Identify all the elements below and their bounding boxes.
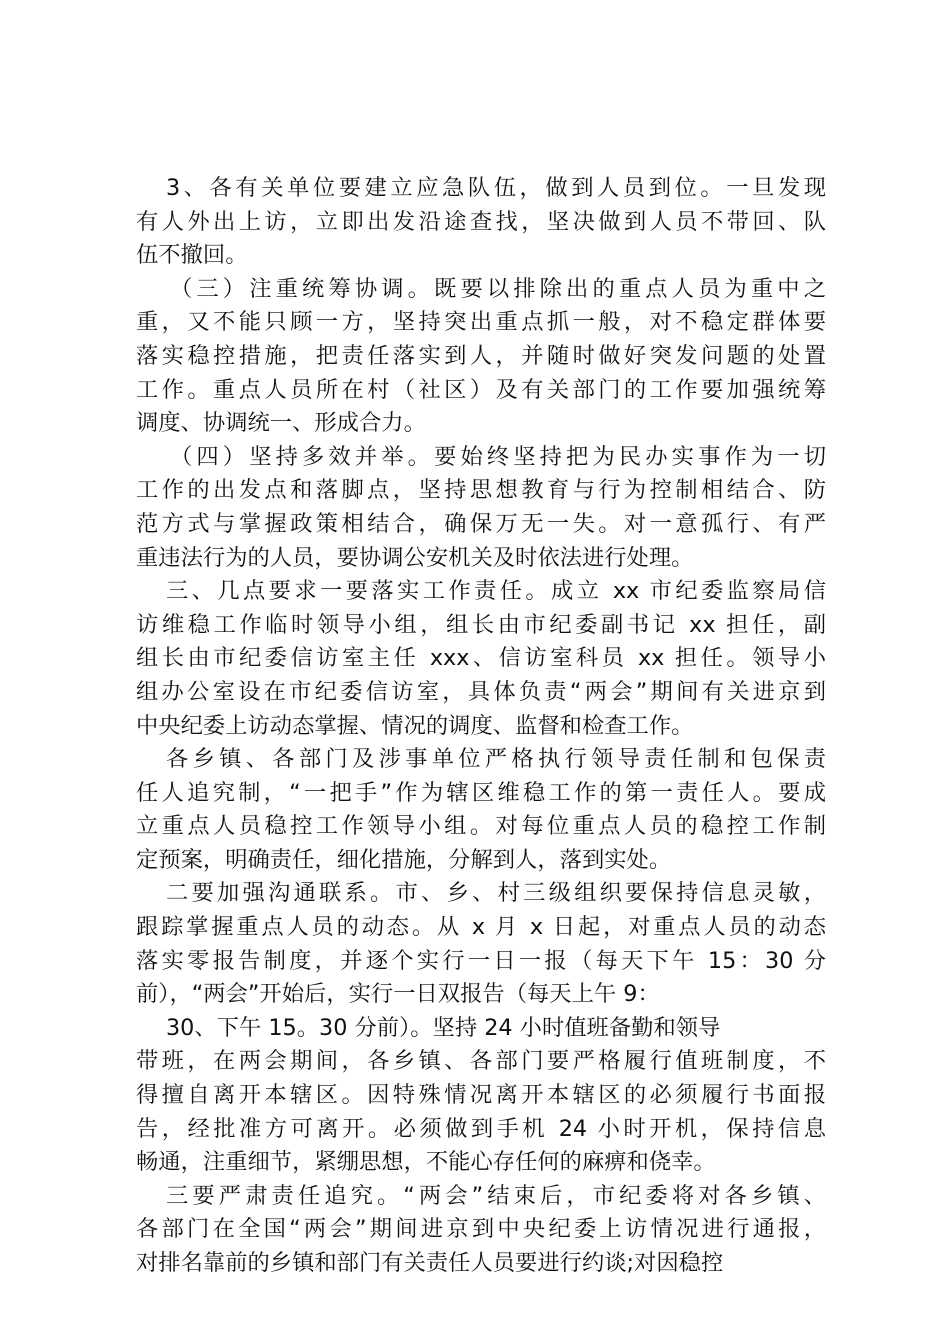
- paragraph-line: 中央纪委上访动态掌握、情况的调度、监督和检查工作。: [136, 712, 694, 739]
- paragraph-line: 二要加强沟通联系。市、乡、村三级组织要保持信息灵敏，: [166, 880, 826, 907]
- paragraph-line: （三）注重统筹协调。既要以排除出的重点人员为重中之: [170, 275, 826, 302]
- paragraph-line: 重违法行为的人员，要协调公安机关及时依法进行处理。: [136, 544, 694, 571]
- paragraph-line: 3、各有关单位要建立应急队伍，做到人员到位。一旦发现: [166, 175, 826, 201]
- document-body: [136, 172, 826, 1281]
- paragraph-line: 重，又不能只顾一方，坚持突出重点抓一般，对不稳定群体要: [136, 309, 826, 336]
- paragraph-line: 伍不撤回。: [136, 242, 248, 269]
- paragraph-line: 有人外出上访，立即出发沿途查找，坚决做到人员不带回、队: [136, 208, 826, 235]
- paragraph-line: 各部门在全国“两会”期间进京到中央纪委上访情况进行通报，: [136, 1216, 826, 1243]
- paragraph-line: 三要严肃责任追究。“两会”结束后，市纪委将对各乡镇、: [166, 1182, 826, 1209]
- paragraph-line: 工作的出发点和落脚点，坚持思想教育与行为控制相结合、防: [136, 477, 826, 504]
- paragraph-line: 前），“两会”开始后，实行一日双报告（每天上午 9：: [136, 981, 660, 1008]
- paragraph-line: 得擅自离开本辖区。因特殊情况离开本辖区的必须履行书面报: [136, 1082, 826, 1109]
- paragraph-line: 对排名靠前的乡镇和部门有关责任人员要进行约谈;对因稳控: [136, 1250, 724, 1276]
- paragraph-line: 落实零报告制度，并逐个实行一日一报（每天下午 15：30 分: [136, 947, 826, 974]
- paragraph-line: 任人追究制，“一把手”作为辖区维稳工作的第一责任人。要成: [136, 779, 826, 806]
- paragraph-line: 三、几点要求一要落实工作责任。成立 xx 市纪委监察局信: [166, 578, 826, 605]
- paragraph-line: 30、下午 15。30 分前）。坚持 24 小时值班备勤和领导: [166, 1014, 721, 1041]
- paragraph-line: 落实稳控措施，把责任落实到人，并随时做好突发问题的处置: [136, 342, 826, 369]
- paragraph-line: 组办公室设在市纪委信访室，具体负责“两会”期间有关进京到: [136, 678, 826, 705]
- paragraph-line: 组长由市纪委信访室主任 xxx、信访室科员 xx 担任。领导小: [136, 645, 826, 672]
- paragraph-line: 访维稳工作临时领导小组，组长由市纪委副书记 xx 担任，副: [136, 611, 826, 638]
- paragraph-line: 跟踪掌握重点人员的动态。从 x 月 x 日起，对重点人员的动态: [136, 914, 826, 941]
- paragraph-line: 定预案，明确责任，细化措施，分解到人，落到实处。: [136, 846, 672, 873]
- paragraph-line: 各乡镇、各部门及涉事单位严格执行领导责任制和包保责: [166, 746, 826, 773]
- paragraph-line: 立重点人员稳控工作领导小组。对每位重点人员的稳控工作制: [136, 813, 826, 840]
- paragraph-line: 带班，在两会期间，各乡镇、各部门要严格履行值班制度，不: [136, 1048, 826, 1075]
- paragraph-line: 告，经批准方可离开。必须做到手机 24 小时开机，保持信息: [136, 1115, 826, 1142]
- paragraph-line: 范方式与掌握政策相结合，确保万无一失。对一意孤行、有严: [136, 510, 826, 537]
- paragraph-line: 工作。重点人员所在村（社区）及有关部门的工作要加强统筹: [136, 376, 826, 403]
- paragraph-line: （四）坚持多效并举。要始终坚持把为民办实事作为一切: [170, 443, 826, 470]
- paragraph-line: 畅通，注重细节，紧绷思想，不能心存任何的麻痹和侥幸。: [136, 1149, 716, 1176]
- paragraph-line: 调度、协调统一、形成合力。: [136, 410, 426, 437]
